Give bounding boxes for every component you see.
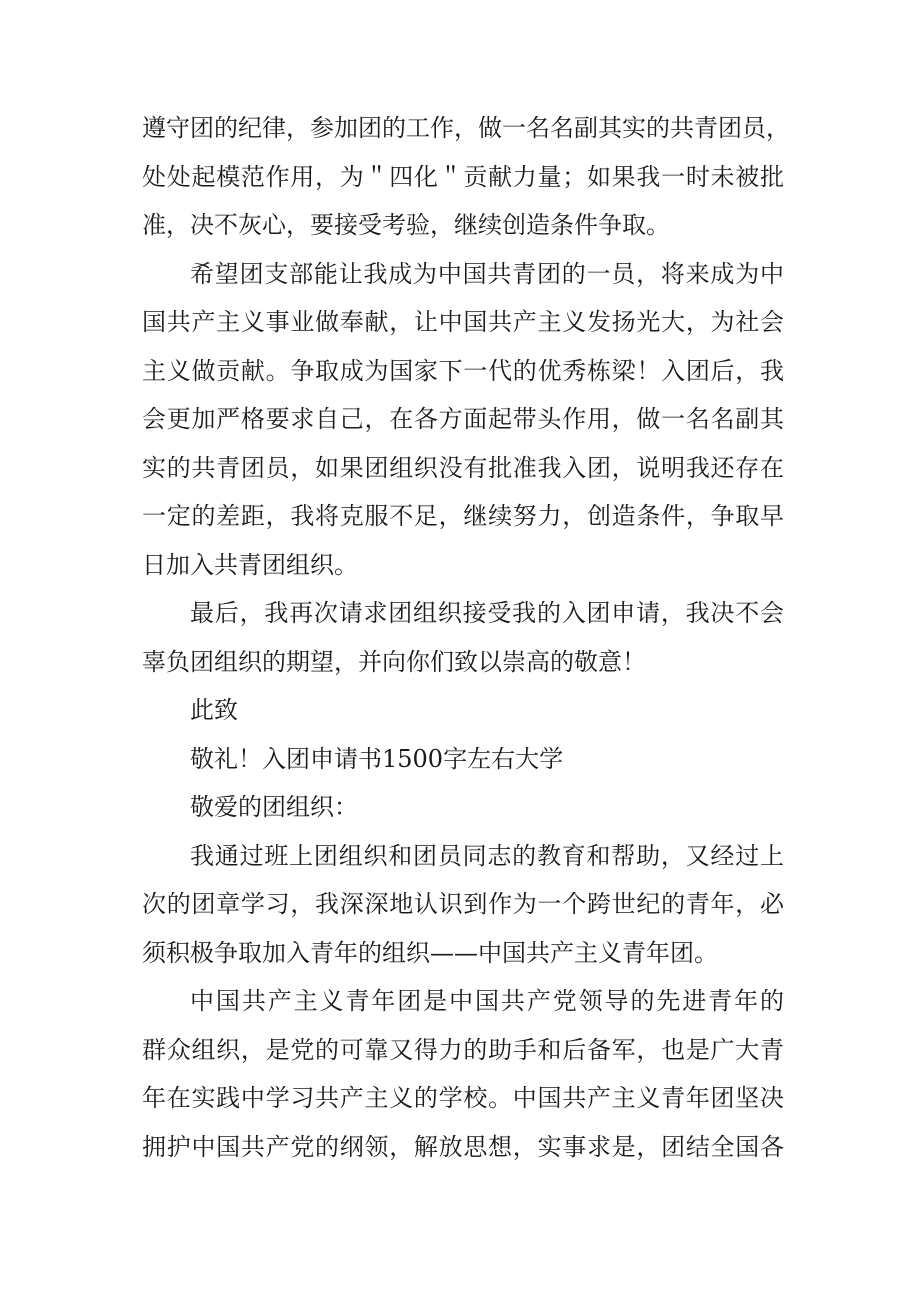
text-line: 主义做贡献。争取成为国家下一代的优秀栋梁！入团后，我 <box>142 356 784 385</box>
text-line: 会更加严格要求自己，在各方面起带头作用，做一名名副其 <box>142 405 784 433</box>
text-line: 辜负团组织的期望，并向你们致以崇高的敬意！ <box>142 647 646 676</box>
text-line: 遵守团的纪律，参加团的工作，做一名名副其实的共青团员， <box>142 114 790 142</box>
text-line: 准，决不灰心，要接受考验，继续创造条件争取。 <box>142 211 670 239</box>
text-line: 日加入共青团组织。 <box>142 550 358 579</box>
closing-regards: 敬礼！入团申请书1500字左右大学 <box>190 744 564 773</box>
document-body <box>142 104 790 1171</box>
paragraph-first-line: 我通过班上团组织和团员同志的教育和帮助，又经过上 <box>190 841 784 870</box>
paragraph-first-line: 希望团支部能让我成为中国共青团的一员，将来成为中 <box>190 259 784 288</box>
text-line: 群众组织，是党的可靠又得力的助手和后备军，也是广大青 <box>142 1035 784 1064</box>
text-line: 须积极争取加入青年的组织——中国共产主义青年团。 <box>142 938 718 967</box>
text-line: 一定的差距，我将克服不足，继续努力，创造条件，争取早 <box>142 502 784 530</box>
text-line: 处处起模范作用，为＂四化＂贡献力量；如果我一时未被批 <box>142 162 784 191</box>
text-line: 国共产主义事业做奉献，让中国共产主义发扬光大，为社会 <box>142 308 784 336</box>
closing-salutation: 此致 <box>190 696 238 724</box>
text-line: 实的共青团员，如果团组织没有批准我入团，说明我还存在 <box>142 453 784 482</box>
letter-greeting: 敬爱的团组织： <box>190 793 358 821</box>
text-line: 年在实践中学习共产主义的学校。中国共产主义青年团坚决 <box>142 1084 784 1112</box>
paragraph-first-line: 中国共产主义青年团是中国共产党领导的先进青年的 <box>190 987 784 1015</box>
text-line: 拥护中国共产党的纲领，解放思想，实事求是，团结全国各 <box>142 1132 784 1161</box>
paragraph-first-line: 最后，我再次请求团组织接受我的入团申请，我决不会 <box>190 599 784 627</box>
text-line: 次的团章学习，我深深地认识到作为一个跨世纪的青年，必 <box>142 890 784 918</box>
